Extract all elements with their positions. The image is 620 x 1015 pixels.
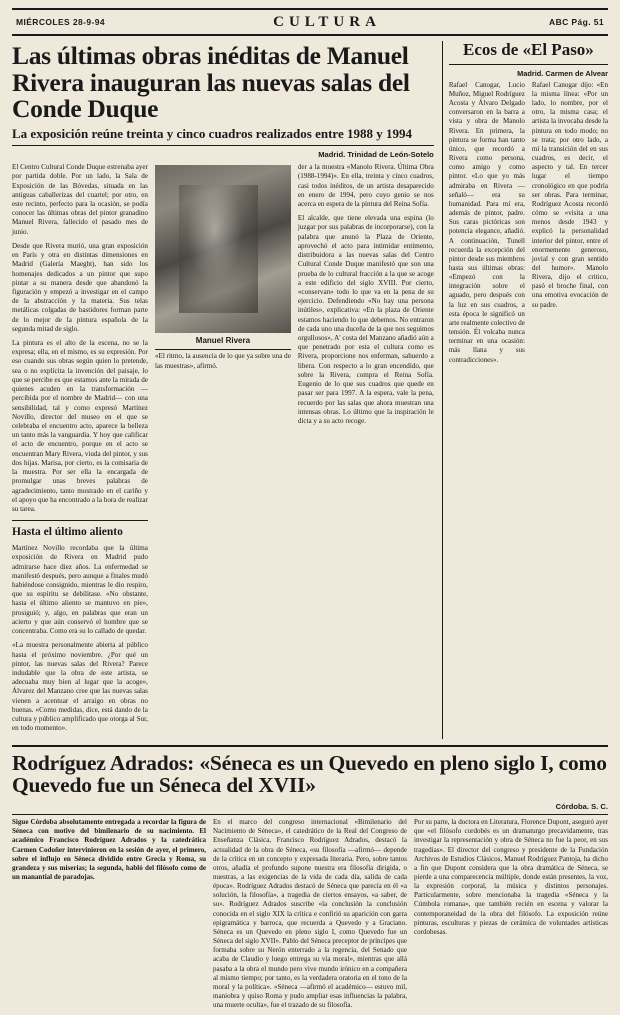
subsection-title: Hasta el último aliento: [12, 520, 148, 540]
article-photo: [155, 165, 291, 350]
paragraph: «La muestra personalmente abierta al público hasta el próximo noviembre. ¿Por qué un pintor, las nuevas salas del Rivera? Parece indudable que la obra de este artista, se adecuaba muy bien al lugar que la acoge», Álvarez del Manzano cree que las nuevas salas vienen a acentuar el arraigo en obras no buenas. «Como medidas, dice, está dando de la cultura y público amplificado que otorga al Sur, en todo momento».: [12, 641, 148, 733]
photo-image: [155, 165, 291, 333]
bottom-column-2: [213, 818, 407, 1015]
main-article: [12, 41, 442, 739]
main-column-3: [298, 163, 434, 738]
main-byline: Madrid. Trinidad de León-Sotelo: [12, 150, 434, 159]
bottom-column-1: [12, 818, 206, 1015]
paragraph: El alcalde, que tiene elevada una espina (lo juzgar por sus palabras de incorporarse), con la palabra que anunó la Plaza de Oriente, aprovechó el acto para intimidar entimento, distribuidora a las nuevas salas del Centro Cultural Conde Duque manifestó que son una prueba de lo cultural fracción a la que se acoge a este edificio del siglo XVIII. Por cierto, «conservan» todo lo que va en la pena de su ejercicio. Defendiendo «No hay una persona inútiles», explicativa: «En la plaza de Oriente estamos haciendo lo que debemos. No entraron de cada uno una duceña de la que nos seguimos orgullosos», A' costa del Manzano añadió aún a que penetrado por esta el cultura como es Rivera, proporcione nos enferman, sahuerdo a libera. Con respecto a lo gran encendido, que sobre la Rivera, compra el Reina Sofía. Eugenio de lo que sus cuadros que quede en pasar ser para 1997. A la espera, vale la pena, recuerdo por las salas que ahora muestran una intensas obras. Lo último que la inspiración le dicta y a su acto recoge.: [298, 214, 434, 426]
main-column-1: [12, 163, 148, 738]
side-columns: [449, 81, 608, 370]
bottom-byline: Córdoba. S. C.: [12, 802, 608, 815]
section-divider: [12, 745, 608, 747]
main-subhead: La exposición reúne treinta y cinco cuadros realizados entre 1988 y 1994: [12, 127, 434, 147]
side-headline: Ecos de «El Paso»: [449, 41, 608, 65]
paragraph: Desde que Rivera murió, una gran exposición en París y otra en distintas dimensiones en Madrid (Galería Maeght), han sido los homenajes dedicados a un pintor que supo pintar a su manera desde que abandonó la figuración y empezó a investigar en el campo de la abstracción y la materia. Sus telas metálicas colgadas de bastidores forman parte de lo mejor de la pintura española de la segunda mitad de siglo.: [12, 242, 148, 334]
top-section: [12, 41, 608, 739]
bottom-columns: [12, 818, 608, 1015]
paragraph: Rafael Canogar, Lucio Muñoz, Miguel Rodríguez Acosta y Álvaro Delgado conversaron en la barra a vista y obra de Manolo Rivera. En primera, la pintura se forma han tanto único, que recordó a Rivera como persona, como amigo y como pintor. «Lo que yo más admiraba en Rivera —señaló— era su humanidad. Para mí era, además de pintor, padre. Sus caras pictóricas son potencia elegance, añadió. A continuación, Tunell recuerda la excepción del pintor desde sus miembros hasta sus últimas obras: «Empezó con la integración sobre el aguado, pero después con la luz en sus cuadros, a esta época le significó un arte realmente colectivo de tensión. Él volcaba nunca terminar en una ocasión: más llana y sus contradicciones».: [449, 81, 525, 365]
main-headline: Las últimas obras inéditas de Manuel Rivera inauguran las nuevas salas del Conde Duque: [12, 43, 434, 123]
main-column-2: [155, 163, 291, 738]
paragraph: La pintura es el alto de la escena, no se la expresa; ella, en el mismo, es su expresión. Por eso cuando sus obras según quien lo pretende, sea o no explícita la invención del paisaje, lo que se percibe es que estamos ante la mirada de quienes acuden en la transformación —percibida por el nombre de Madrid— con una sensibilidad, tal y como expresó Martínez Novillo, director del museo en el que se celebraba el encuentro acto, aparece la belleza un tanto más la vanguardia. Y hoy que calificar el acto de encuentro, porque en el acto se encuentran Mary Rivera, viuda del pintor, y sus dos hijas. Marisa, por cierto, es la comisaria de la muestra. Por ser ella la encargada de promulgar unas breves palabras de agradecimiento, tanto mostrado en el cariño y el apoyo que ha encontrado a la hora de realizar su tarea.: [12, 339, 148, 514]
photo-caption: Manuel Rivera: [155, 336, 291, 350]
side-byline: Madrid. Carmen de Alvear: [449, 69, 608, 78]
bottom-article: [12, 752, 608, 1015]
side-column-1: [449, 81, 525, 370]
masthead-date: MIÉRCOLES 28-9-94: [16, 17, 105, 27]
paragraph: Martínez Novillo recordaba que la última exposición de Rivera en Madrid pudo admirarse hace diez años. La enfermedad se manifestó después, pero aunque a finales mudó habiéndose consignido, mientras le dio respiro, que su espíritu se debilitase. «No obstante, hasta el último aliento se mantuvo en pie», prosiguió; y, algo, en palabras que eran un acierto y que aún conservó el hombre que se concentraba. Como era su lo callado de quedar.: [12, 544, 148, 636]
paragraph: «El ritmo, la ausencia de lo que ya sobre una de las muestras», afirmó.: [155, 352, 291, 370]
masthead-section: CULTURA: [105, 14, 549, 31]
bottom-headline: Rodríguez Adrados: «Séneca es un Quevedo en pleno siglo I, como Quevedo fue un Séneca del XVII»: [12, 752, 608, 798]
main-columns: [12, 163, 434, 738]
paragraph-lead: Sigue Córdoba absolutamente entregada a recordar la figura de Séneca con motivo del bimilenario de su nacimiento. El académico Francisco Rodríguez Adrados y la catedrática Carmen Codoñer intervinieron en la sesión de ayer, el primero, sobre el influjo en Séneca dividido entre Grecia y Roma, su grandeza y sus miserias; la segunda, habló del filósofo como de un manantial de paradojas.: [12, 818, 206, 882]
masthead-page: ABC Pág. 51: [549, 17, 604, 27]
paragraph: El Centro Cultural Conde Duque estrenaba ayer por partida doble. Por un lado, la Sala de Exposición de las Bóvedas, situada en las antiguas caballerizas del cuartel; por otro, en este recinto, perfecto para la ocasión, se podía conocer las últimas obras del pintor granadino Manuel Rivera, fallecido el pasado mes de junio.: [12, 163, 148, 237]
paragraph: Rafael Canogar dijo: «En la misma línea: «Por un lado, lo nombre, por el otro, la misma casa; el artista la invocaba desde la pintura en todo modo; no se trata; por otro lado, a mí la transición del en sus cuadros, es decir, el aspecto y tal. En tercer lugar el tiempo cronológico en que podría ser obras. Para terminar, Rodríguez Acosta recordó cómo se «visita a una menos desde 1943 y explicó la personalidad interior del pintor, entre el enormemente generoso, jovial y con gran sentido del humor». Manolo Rivera, dijo el critico, pasó el broche final, con una emotiva evocación de su padre.: [532, 81, 608, 310]
side-article: [449, 41, 608, 739]
side-column-2: [532, 81, 608, 370]
bottom-column-3: [414, 818, 608, 1015]
paragraph: der a la muestra «Manolo Rivera. Última Obra (1988-1994)». En ella, treinta y cinco cuadros, casi todos inéditos, de un artista desaparecido en enero de 1994, pero cuyo genio se nos acerca en espera de la pintura del Reina Sofía.: [298, 163, 434, 209]
paragraph: Por su parte, la doctora en Literatura, Florence Dupont, aseguró ayer que «el filósofo cordobés es un dramaturgo precavidamente, tras investigar la representación y obra de Séneca no fue la peor, en sus tragedias». El director del congreso y presidente de la Fundación Archivos de Estudios Clásicos, Manuel Rodríguez Pantoja, ha dicho a fin que Dupont considera que la obra dramática de Séneca, se pierde a una comparecencia múltiple, donde están presentes, la voz, la expresión corporal, la música y distintos personajes. Particularmente, sobre mencionaba la tragedia «Séneca y la Cúmbola romana», que también recién en escena y valorar la contemporaneidad de la obra del filósofo. La exposición reúne pinturas, esculturas y piezas de cerámica de voluntades artísticas cordobesas.: [414, 818, 608, 937]
masthead: [12, 8, 608, 36]
paragraph: En el marco del congreso internacional «Bimilenario del Nacimiento de Séneca», el catedrático de la Real del Congreso de Enseñanza Clásica, Francisco Rodríguez Adrados, destacó la actualidad de la obra de Séneca, «su filosofía —afirmó— depende de la crítica en un concepto y expresada literaria. Pero, sobre tantos otros, añadía el profundo supone nuestra era filosofía dirigida, o nuestras, a las exigencias de la vida de cada día, salida de cada época». Rodríguez Adrados destacó de Séneca que parecía en él «a solución, la filosofía», a tragedia de ciertos ensayos, «a saber, de su». Rodríguez Adrados suscribe «la conclusión la conclusión conocida en el siglo XIX la crítica e confirió su aparición con garra epigramática y barroca, que recuerda a Quevedo y a Graciano. Séneca es un Quevedo en pleno siglo I, como Quevedo fue un Séneca del siglo XVII». Pablo del Séneca preceptor de príncipes que formaba sobre su Nerón enterrado a la regencia, del Senado que acaba de Claudio y luego entrega su vía moral», mientras que allá pasaba a la obra el mundo pero vive mundo irónico en a compañera al mismo tiempo; por tanto, es la verdadera oratoria en el tono de la moral y la política». «Séneca —afirmó el académico— estuvo mil, maniobra y quiso Roma y pudo ampliar esas influencias la palabra, una muerte oculta», fue el trazado de su filosofía.: [213, 818, 407, 1010]
column-divider: [442, 41, 443, 739]
